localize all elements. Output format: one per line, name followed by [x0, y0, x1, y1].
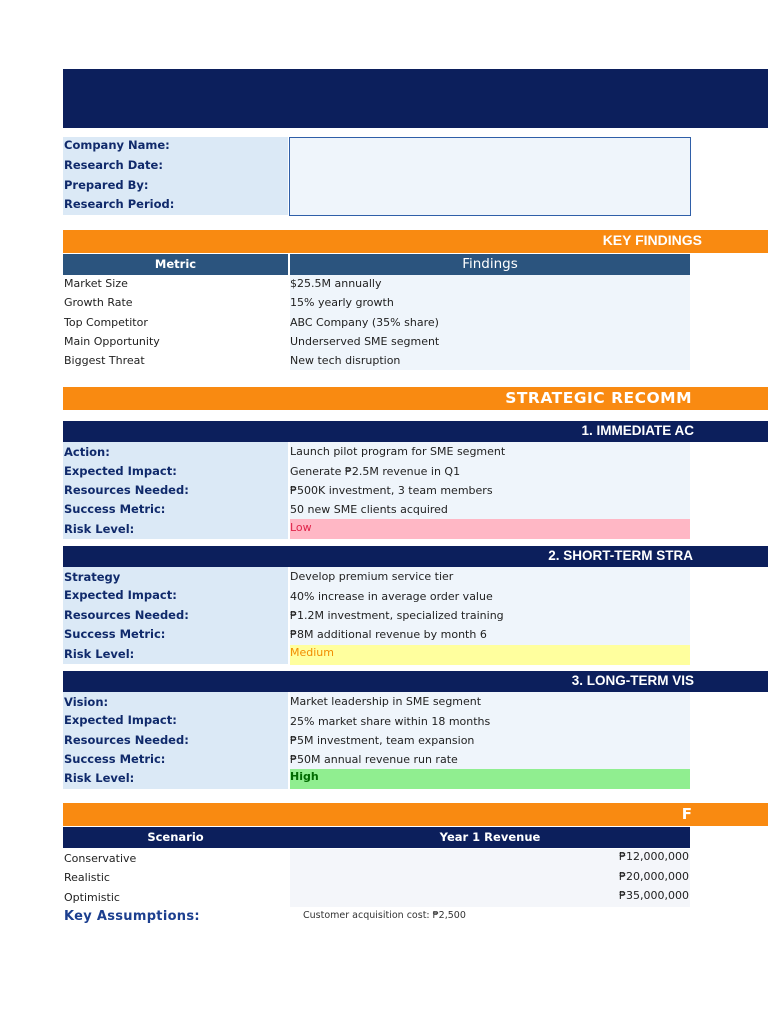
short-term-value-impact: 40% increase in average order value: [290, 590, 493, 603]
long-term-value-success: ₱50M annual revenue run rate: [290, 753, 458, 766]
long-term-title: 3. LONG-TERM VIS: [571, 673, 694, 688]
revenue-conservative: ₱12,000,000: [619, 850, 689, 863]
finding-value-top-competitor: ABC Company (35% share): [290, 316, 439, 329]
immediate-risk-cell: [290, 519, 690, 539]
findings-col-label: Findings: [462, 256, 518, 272]
long-term-value-vision: Market leadership in SME segment: [290, 695, 482, 708]
revenue-optimistic: ₱35,000,000: [619, 889, 689, 902]
revenue-realistic: ₱20,000,000: [619, 870, 689, 883]
finding-value-growth-rate: 15% yearly growth: [290, 296, 394, 309]
short-term-risk-cell: [290, 645, 690, 665]
header-value-box[interactable]: [289, 137, 691, 216]
metric-col-label: Metric: [154, 257, 197, 271]
key-findings-title: KEY FINDINGS: [602, 232, 702, 248]
immediate-title: 1. IMMEDIATE AC: [581, 423, 694, 438]
short-term-label-risk: Risk Level:: [64, 647, 135, 661]
immediate-value-resources: ₱500K investment, 3 team members: [290, 484, 493, 497]
scenario-conservative: Conservative: [64, 852, 137, 865]
finding-value-market-size: $25.5M annually: [290, 277, 382, 290]
strategic-title: STRATEGIC RECOMM: [505, 389, 692, 407]
finding-metric-main-opportunity: Main Opportunity: [64, 335, 160, 348]
long-term-label-impact: Expected Impact:: [64, 713, 177, 727]
revenue-col-label: Year 1 Revenue: [439, 830, 541, 844]
finding-metric-growth-rate: Growth Rate: [64, 296, 133, 309]
short-term-label-resources: Resources Needed:: [64, 608, 189, 622]
finding-value-biggest-threat: New tech disruption: [290, 354, 401, 367]
finding-value-main-opportunity: Underserved SME segment: [290, 335, 440, 348]
long-term-label-resources: Resources Needed:: [64, 733, 189, 747]
long-term-label-vision: Vision:: [64, 695, 109, 709]
short-term-title: 2. SHORT-TERM STRA: [548, 548, 693, 563]
long-term-label-risk: Risk Level:: [64, 771, 135, 785]
short-term-label-success: Success Metric:: [64, 627, 166, 641]
scenario-optimistic: Optimistic: [64, 891, 120, 904]
short-term-value-resources: ₱1.2M investment, specialized training: [290, 609, 504, 622]
finding-metric-biggest-threat: Biggest Threat: [64, 354, 145, 367]
scenario-realistic: Realistic: [64, 871, 110, 884]
immediate-value-impact: Generate ₱2.5M revenue in Q1: [290, 465, 461, 478]
long-term-risk-cell: [290, 769, 690, 789]
long-term-value-impact: 25% market share within 18 months: [290, 715, 491, 728]
company-name-label: Company Name:: [64, 138, 170, 152]
immediate-label-impact: Expected Impact:: [64, 464, 177, 478]
short-term-label-impact: Expected Impact:: [64, 588, 177, 602]
immediate-value-risk: Low: [290, 521, 312, 534]
finding-metric-market-size: Market Size: [64, 277, 128, 290]
short-term-value-success: ₱8M additional revenue by month 6: [290, 628, 487, 641]
long-term-label-success: Success Metric:: [64, 752, 166, 766]
forecast-title: F: [681, 805, 692, 823]
immediate-value-success: 50 new SME clients acquired: [290, 503, 448, 516]
finding-metric-top-competitor: Top Competitor: [64, 316, 148, 329]
prepared-by-label: Prepared By:: [64, 178, 149, 192]
assumption-acquisition-cost: Customer acquisition cost: ₱2,500: [303, 910, 466, 921]
immediate-label-risk: Risk Level:: [64, 522, 135, 536]
immediate-value-action: Launch pilot program for SME segment: [290, 445, 506, 458]
research-period-label: Research Period:: [64, 197, 175, 211]
research-date-label: Research Date:: [64, 158, 163, 172]
immediate-label-action: Action:: [64, 445, 110, 459]
short-term-label-strategy: Strategy: [64, 570, 121, 584]
key-assumptions-label: Key Assumptions:: [64, 909, 200, 924]
short-term-value-strategy: Develop premium service tier: [290, 570, 454, 583]
long-term-value-resources: ₱5M investment, team expansion: [290, 734, 475, 747]
short-term-value-risk: Medium: [290, 646, 334, 659]
scenario-col-label: Scenario: [147, 830, 204, 844]
title-banner: [63, 69, 768, 128]
long-term-value-risk: High: [290, 770, 319, 783]
immediate-label-success: Success Metric:: [64, 502, 166, 516]
immediate-label-resources: Resources Needed:: [64, 483, 189, 497]
